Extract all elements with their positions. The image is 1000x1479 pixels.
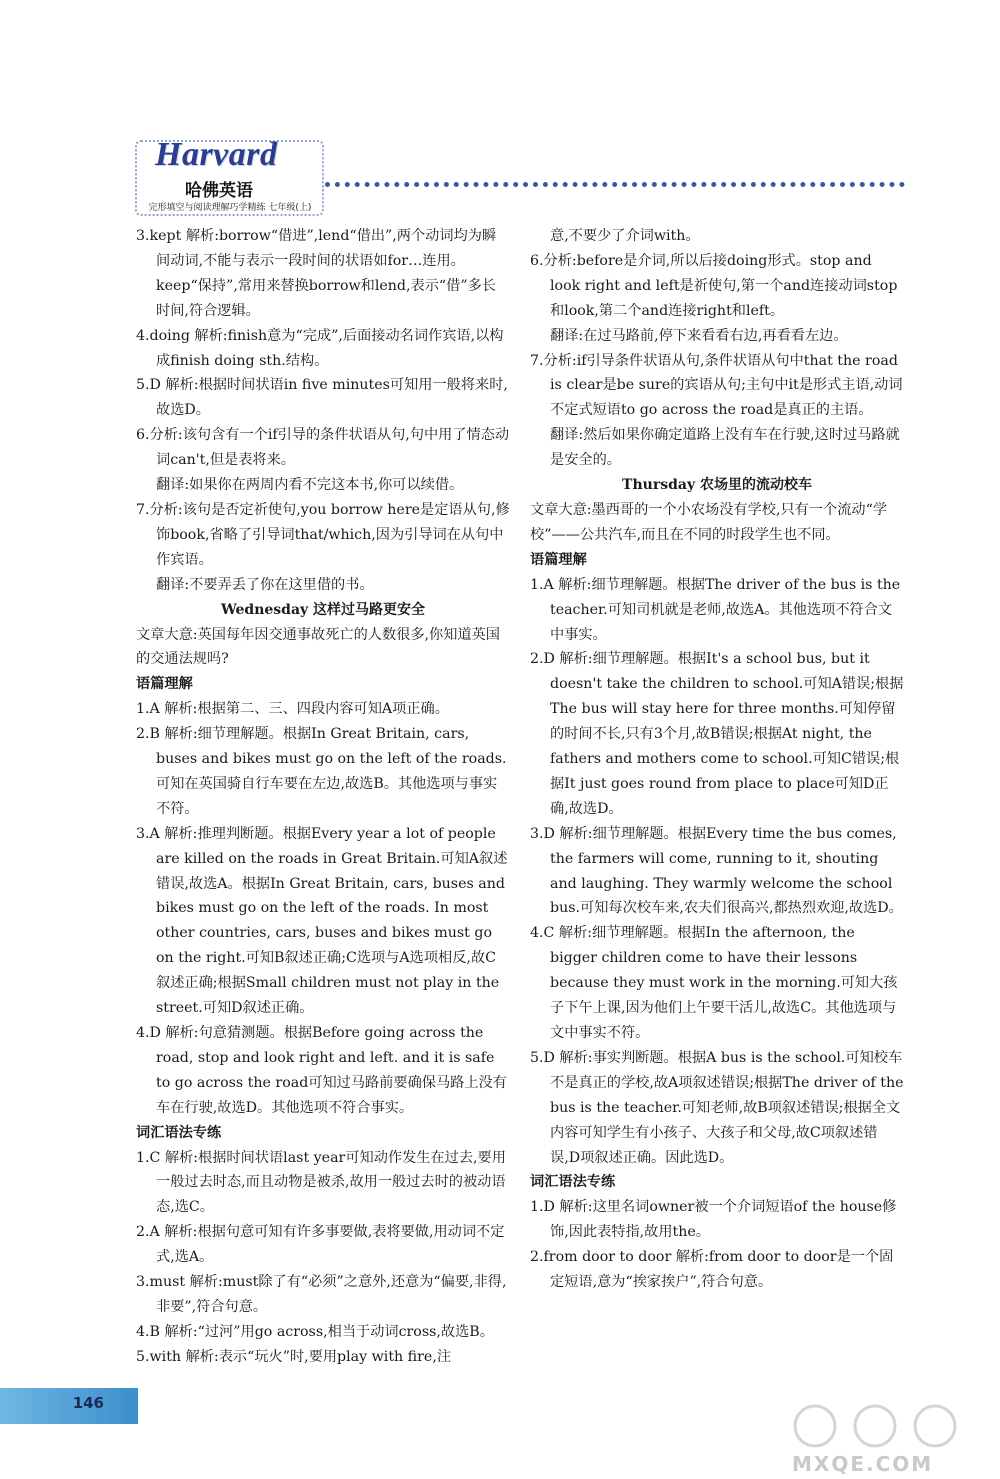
answer-item: 6.分析:before是介词,所以后接doing形式。stop and look right and left是祈使句,第一个and连接动词stop和look,第二个and连接right和left。: [530, 252, 898, 319]
answer-item: 文章大意:墨西哥的一个小农场没有学校,只有一个流动“学校”——公共汽车,而且在不同的时段学生也不同。: [530, 501, 888, 543]
answer-item: 3.must 解析:must除了有“必须”之意外,还意为“偏要,非得,非要”,符合句意。: [136, 1274, 507, 1315]
answer-item: 3.kept 解析:borrow“借进”,lend“借出”,两个动词均为瞬间动词,不能与表示一段时间的状语如for…连用。keep“保持”,常用来替换borrow和lend,表示“借”多长时间,符合逻辑。: [136, 228, 497, 319]
answer-item: 意,不要少了介词with。: [550, 228, 700, 244]
section-label: 语篇理解: [136, 676, 193, 693]
answer-item: 4.doing 解析:finish意为“完成”,后面接动名词作宾语,以构成finish doing sth.结构。: [136, 327, 504, 369]
brand-logo: Harvard: [155, 136, 278, 173]
answer-item: 翻译:然后如果你确定道路上没有车在行驶,这时过马路就是安全的。: [550, 427, 900, 469]
answer-item: 2.D 解析:细节理解题。根据It's a school bus, but it doesn't take the children to school.可知A错误;根据The bus will stay here for three months.可知停留的时间不长,只有3个月,故B错误;根据At night, the fathers and mothers come to school.可知C错误;根据It just goes round from place to place可知D正确,故选D。: [530, 651, 904, 817]
answer-item: 翻译:不要弄丢了你在这里借的书。: [156, 576, 374, 593]
watermark: [780, 1400, 990, 1475]
right-column: [530, 224, 904, 1295]
section-label: 词汇语法专练: [136, 1124, 222, 1141]
answer-item: 翻译:在过马路前,停下来看看右边,再看看左边。: [550, 327, 848, 344]
answer-item: 7.分析:该句是否定祈使句,you borrow here是定语从句,修饰book,省略了引导词that/which,因为引导词在从句中作宾语。: [136, 501, 510, 568]
answer-item: 1.A 解析:细节理解题。根据The driver of the bus is the teacher.可知司机就是老师,故选A。其他选项不符合文中事实。: [530, 576, 901, 643]
answer-item: 文章大意:英国每年因交通事故死亡的人数很多,你知道英国的交通法规吗?: [136, 626, 500, 668]
answer-item: 7.分析:if引导条件状语从句,条件状语从句中that the road is clear是be sure的宾语从句;主句中it是形式主语,动词不定式短语to go across the road是真正的主语。: [530, 352, 903, 419]
answer-item: 3.D 解析:细节理解题。根据Every time the bus comes, the farmers will come, running to it, shouting and laughing. They warmly welcome the school bus.可知每次校车来,农夫们很高兴,都热烈欢迎,故选D。: [530, 825, 903, 917]
answer-item: 1.D 解析:这里名词owner被一个介词短语of the house修饰,因此表特指,故用the。: [530, 1199, 897, 1241]
brand-logo-box: [135, 136, 324, 216]
answer-item: 1.A 解析:根据第二、三、四段内容可知A项正确。: [136, 701, 449, 718]
answer-item: 5.D 解析:事实判断题。根据A bus is the school.可知校车不是真正的学校,故A项叙述错误;根据The driver of the bus is the teacher.可知老师,故B项叙述错误;根据全文内容可知学生有小孩子、大孩子和父母,故C项叙述错误,D项叙述正确。因此选D。: [530, 1049, 904, 1166]
page-number: 146: [72, 1394, 104, 1412]
watermark-text: MXQE.COM: [792, 1452, 934, 1476]
dotted-header-rule: [325, 182, 905, 187]
answer-item: 6.分析:该句含有一个if引导的条件状语从句,句中用了情态动词can't,但是表将来。: [136, 427, 510, 469]
answer-item: 5.D 解析:根据时间状语in five minutes可知用一般将来时,故选D。: [136, 377, 508, 419]
section-label: 语篇理解: [530, 551, 587, 568]
answer-item: 2.A 解析:根据句意可知有许多事要做,表将要做,用动词不定式,选A。: [136, 1224, 505, 1266]
left-column: [136, 224, 510, 1370]
book-subtitle: 完形填空与阅读理解巧学精练 七年级(上): [148, 203, 312, 213]
answer-item: 4.D 解析:句意猜测题。根据Before going across the road, stop and look right and left. and it is safe to go across the road可知过马路前要确保马路上没有车在行驶,故选D。其他选项不符合事实。: [136, 1025, 507, 1116]
answer-item: 5.with 解析:表示“玩火”时,要用play with fire,注: [136, 1348, 452, 1365]
answer-item: 翻译:如果你在两周内看不完这本书,你可以续借。: [156, 477, 464, 494]
section-heading: Thursday 农场里的流动校车: [622, 477, 812, 494]
answer-item: 3.A 解析:推理判断题。根据Every year a lot of people are killed on the roads in Great Britain.可知A叙述错误,故选A。根据In Great Britain, cars, buses and bikes must go on the left of the roads. In most other countries, cars, buses and bikes must go on the right.可知B叙述正确;C选项与A选项相反,故C叙述正确;根据Small children must not play in the street.可知D叙述正确。: [136, 825, 508, 1017]
answer-item: 1.C 解析:根据时间状语last year可知动作发生在过去,要用一般过去时态,而且动物是被杀,故用一般过去时的被动语态,选C。: [136, 1149, 506, 1216]
answer-item: 2.from door to door 解析:from door to door是一个固定短语,意为“挨家挨户”,符合句意。: [530, 1249, 894, 1291]
section-heading: Wednesday 这样过马路更安全: [220, 601, 426, 618]
page-number-tab: [0, 1388, 138, 1424]
answer-item: 2.B 解析:细节理解题。根据In Great Britain, cars, buses and bikes must go on the left of the roads.可知在英国骑自行车要在左边,故选B。其他选项与事实不符。: [136, 726, 507, 817]
answer-item: 4.B 解析:“过河”用go across,相当于动词cross,故选B。: [136, 1323, 494, 1340]
section-label: 词汇语法专练: [530, 1174, 616, 1191]
answer-item: 4.C 解析:细节理解题。根据In the afternoon, the bigger children come to have their lessons because they must work in the morning.可知大孩子下午上课,因为他们上午要干活儿,故选C。其他选项与文中事实不符。: [530, 925, 898, 1041]
brand-chinese-name: 哈佛英语: [185, 181, 253, 201]
